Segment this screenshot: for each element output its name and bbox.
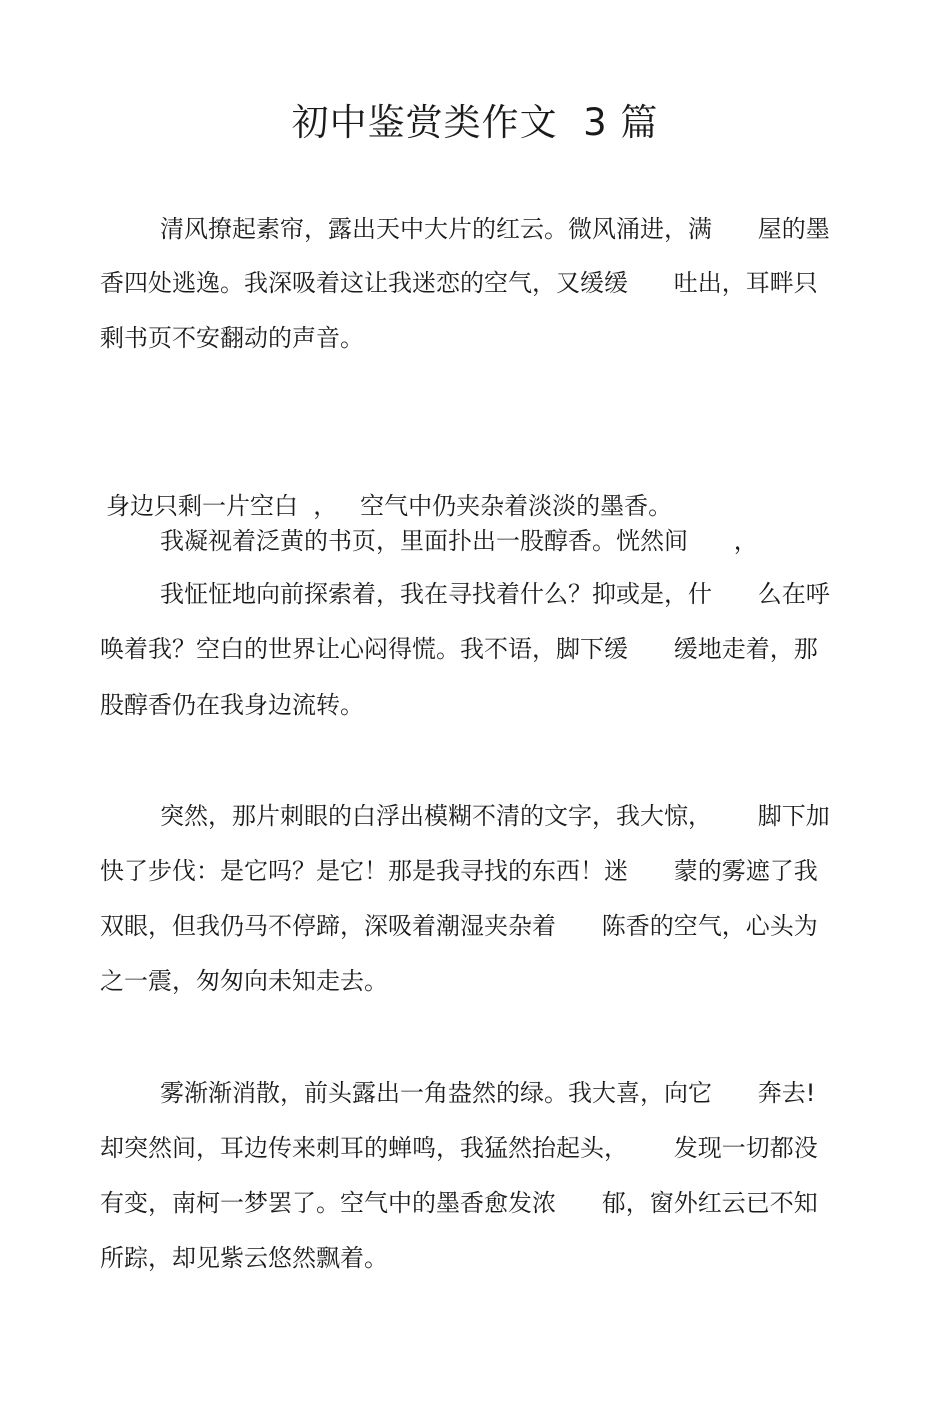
text-line: 双眼，但我仍马不停蹄，深吸着潮湿夹杂着 陈香的空气，心头为	[100, 912, 818, 940]
document-title: 初中鉴赏类作文 3 篇	[291, 101, 659, 144]
text-line: 我怔怔地向前探索着，我在寻找着什么？抑或是，什 么在呼	[160, 580, 830, 608]
text-line: 清风撩起素帘，露出天中大片的红云。微风涌进，满 屋的墨	[160, 215, 830, 243]
text-line: 所踪，却见紫云悠然飘着。	[100, 1244, 388, 1272]
text-line: 股醇香仍在我身边流转。	[100, 691, 364, 719]
text-line: 香四处逃逸。我深吸着这让我迷恋的空气，又缓缓 吐出，耳畔只	[100, 269, 818, 297]
text-line: 雾渐渐消散，前头露出一角盎然的绿。我大喜，向它 奔去!	[160, 1079, 816, 1107]
text-line: 快了步伐：是它吗？是它！那是我寻找的东西！迷 蒙的雾遮了我	[100, 857, 818, 885]
text-line: 唤着我？空白的世界让心闷得慌。我不语，脚下缓 缓地走着，那	[100, 635, 818, 663]
text-line: 突然，那片刺眼的白浮出模糊不清的文字，我大惊， 脚下加	[160, 802, 830, 830]
text-line: 之一震，匆匆向未知走去。	[100, 967, 388, 995]
text-line: 身边只剩一片空白 ， 空气中仍夹杂着淡淡的墨香。	[106, 492, 673, 520]
text-line: 有变，南柯一梦罢了。空气中的墨香愈发浓 郁，窗外红云已不知	[100, 1189, 818, 1217]
text-line: 剩书页不安翻动的声音。	[100, 324, 364, 352]
text-line: 却突然间，耳边传来刺耳的蝉鸣，我猛然抬起头， 发现一切都没	[100, 1134, 818, 1162]
text-line: 我凝视着泛黄的书页，里面扑出一股醇香。恍然间 ，	[160, 527, 758, 555]
